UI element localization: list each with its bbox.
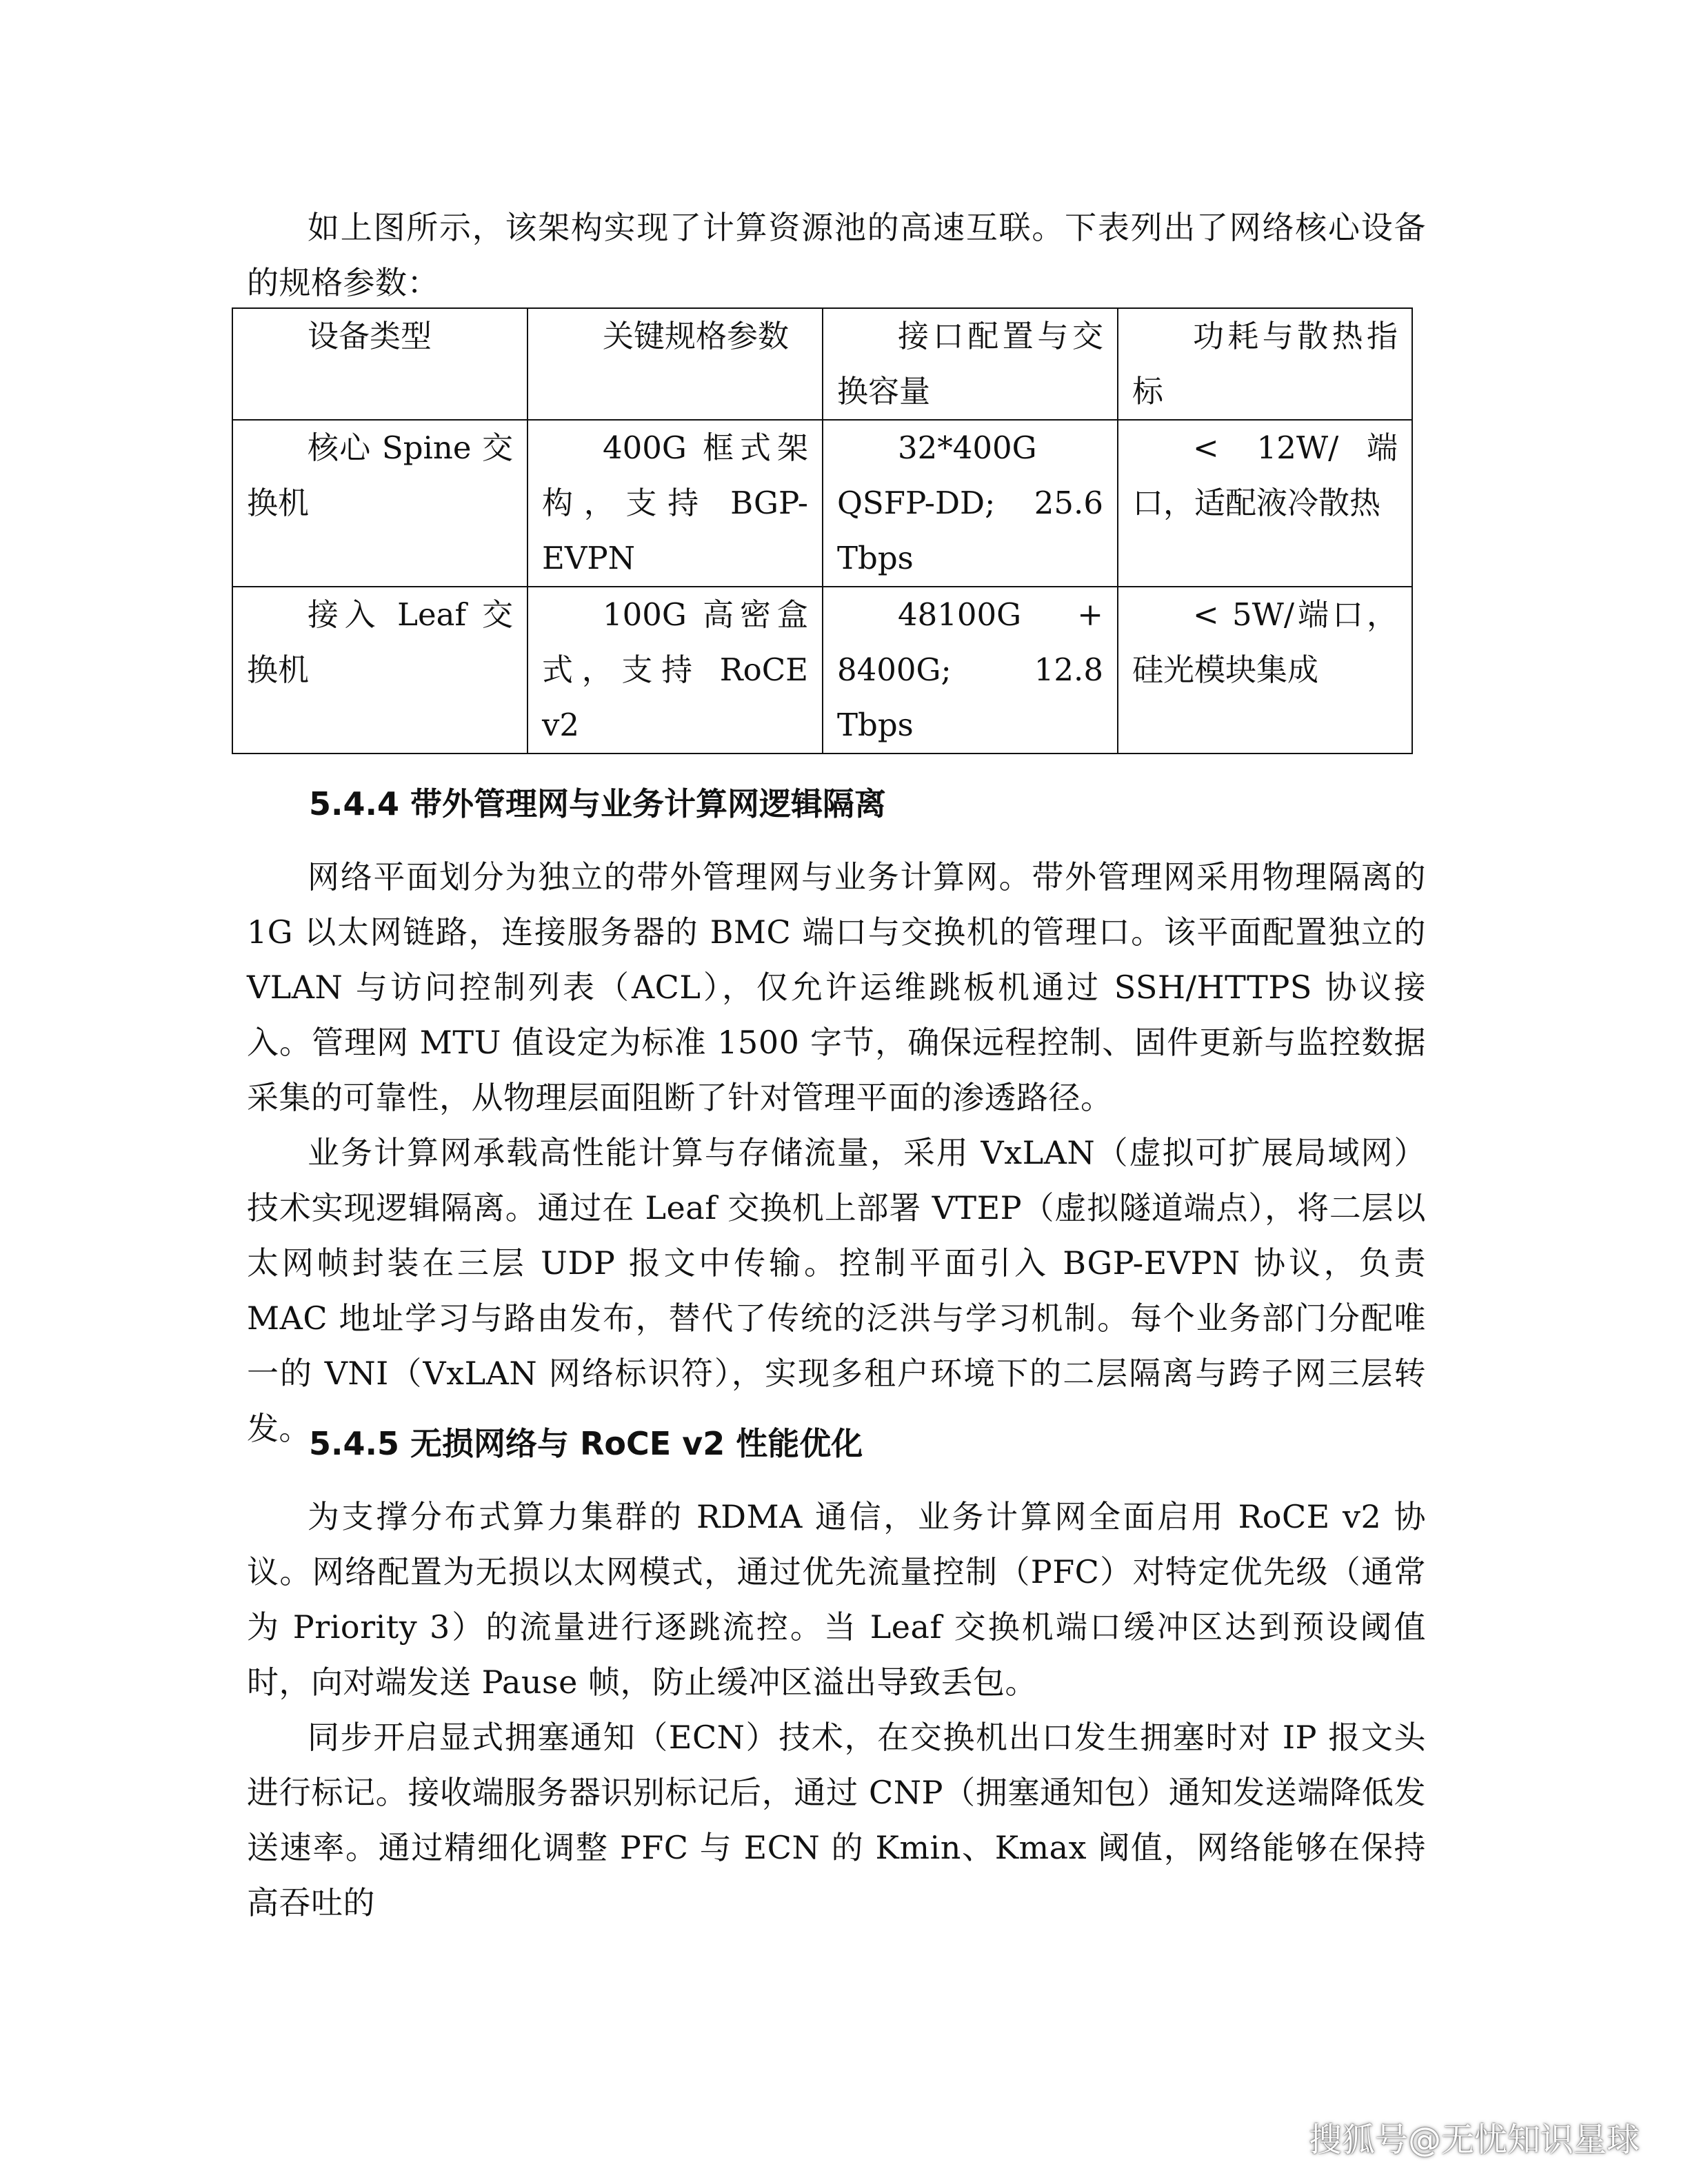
section-544-paragraph-2: 业务计算网承载高性能计算与存储流量，采用 VxLAN（虚拟可扩展局域网）技术实现逻辑隔离。通过在 Leaf 交换机上部署 VTEP（虚拟隧道端点），将二层以太网帧封装在三层 UDP 报文中传输。控制平面引入 BGP-EVPN 协议，负责 MAC 地址学习与路由发布，替代了传统的泛洪与学习机制。每个业务部门分配唯一的 VNI（VxLAN 网络标识符），实现多租户环境下的二层隔离与跨子网三层转发。 [247, 1134, 1426, 1447]
table-header-cell: 关键规格参数 [528, 308, 823, 420]
section-heading-544: 5.4.4 带外管理网与业务计算网逻辑隔离 [309, 785, 886, 822]
section-544-paragraph-1: 网络平面划分为独立的带外管理网与业务计算网。带外管理网采用物理隔离的 1G 以太网链路，连接服务器的 BMC 端口与交换机的管理口。该平面配置独立的 VLAN 与访问控制列表（ACL），仅允许运维跳板机通过 SSH/HTTPS 协议接入。管理网 MTU 值设定为标准 1500 字节，确保远程控制、固件更新与监控数据采集的可靠性，从物理层面阻断了针对管理平面的渗透路径。 [247, 858, 1426, 1116]
watermark-text: 搜狐号@无忧知识星球 [1308, 2121, 1640, 2159]
table-cell: 100G 高密盒式，支持 RoCE v2 [528, 587, 823, 754]
table-cell: 核心 Spine 交换机 [232, 420, 528, 587]
table-header-cell: 接口配置与交换容量 [823, 308, 1118, 420]
section-545-paragraph-2: 同步开启显式拥塞通知（ECN）技术，在交换机出口发生拥塞时对 IP 报文头进行标记。接收端服务器识别标记后，通过 CNP（拥塞通知包）通知发送端降低发送速率。通过精细化调整 PFC 与 ECN 的 Kmin、Kmax 阈值，网络能够在保持高吞吐的 [247, 1719, 1426, 1921]
section-545-paragraph-1: 为支撑分布式算力集群的 RDMA 通信，业务计算网全面启用 RoCE v2 协议。网络配置为无损以太网模式，通过优先流量控制（PFC）对特定优先级（通常为 Priority 3）的流量进行逐跳流控。当 Leaf 交换机端口缓冲区达到预设阈值时，向对端发送 Pause 帧，防止缓冲区溢出导致丢包。 [247, 1498, 1426, 1701]
table-header-cell: 功耗与散热指标 [1118, 308, 1412, 420]
table-header-cell: 设备类型 [232, 308, 528, 420]
spec-table [232, 307, 1413, 754]
table-cell: 48100G + 8400G; 12.8 Tbps [823, 587, 1118, 754]
table-cell: < 5W/端口，硅光模块集成 [1118, 587, 1412, 754]
table-cell: 400G 框式架构，支持 BGP-EVPN [528, 420, 823, 587]
table-row [232, 587, 1412, 754]
table-row [232, 420, 1412, 587]
table-cell: 接入 Leaf 交换机 [232, 587, 528, 754]
table-cell: 32*400G QSFP-DD; 25.6 Tbps [823, 420, 1118, 587]
table-cell: < 12W/端口，适配液冷散热 [1118, 420, 1412, 587]
section-heading-545: 5.4.5 无损网络与 RoCE v2 性能优化 [309, 1425, 863, 1462]
intro-paragraph: 如上图所示，该架构实现了计算资源池的高速互联。下表列出了网络核心设备的规格参数： [247, 209, 1426, 301]
table-header-row [232, 308, 1412, 420]
